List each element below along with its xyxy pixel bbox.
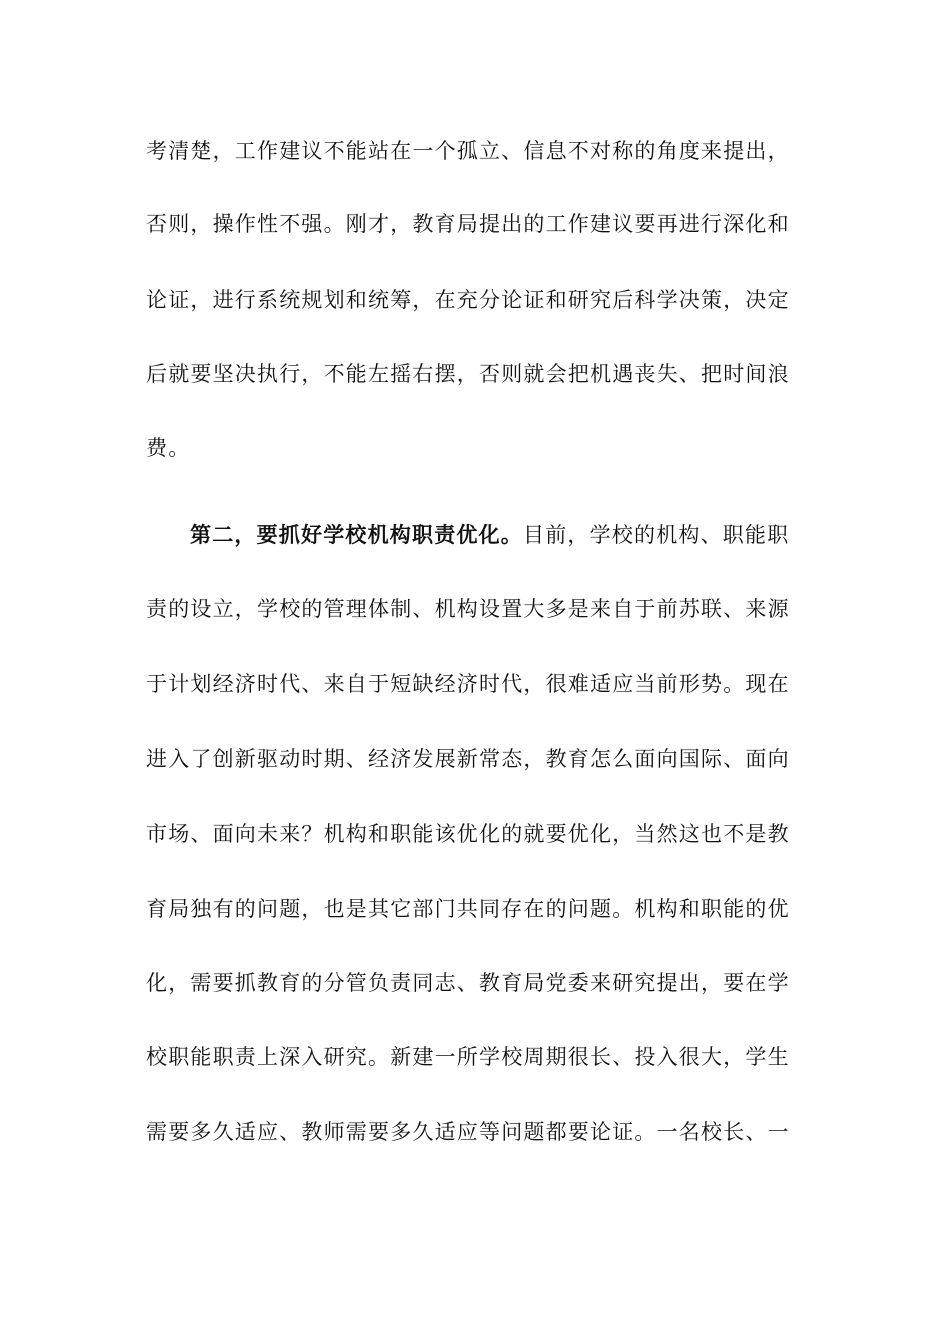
paragraph-2-line-8: 校职能职责上深入研究。新建一所学校周期很长、投入很大，学生 — [146, 1045, 790, 1069]
paragraph-1-line-4: 后就要坚决执行，不能左摇右摆，否则就会把机遇丧失、把时间浪 — [146, 362, 790, 386]
paragraph-1-line-2: 否则，操作性不强。刚才，教育局提出的工作建议要再进行深化和 — [146, 212, 790, 236]
paragraph-2-line-5: 市场、面向未来？机构和职能该优化的就要优化，当然这也不是教 — [146, 822, 790, 846]
paragraph-2-line-1-rest: 目前，学校的机构、职能职 — [523, 523, 790, 547]
paragraph-2-line-9: 需要多久适应、教师需要多久适应等问题都要论证。一名校长、一 — [146, 1120, 790, 1144]
paragraph-1-line-3: 论证，进行系统规划和统筹，在充分论证和研究后科学决策，决定 — [146, 288, 790, 312]
paragraph-1-line-1: 考清楚，工作建议不能站在一个孤立、信息不对称的角度来提出， — [146, 139, 790, 163]
paragraph-2-line-3: 于计划经济时代、来自于短缺经济时代，很难适应当前形势。现在 — [146, 672, 790, 696]
paragraph-2-line-6: 育局独有的问题，也是其它部门共同存在的问题。机构和职能的优 — [146, 897, 790, 921]
paragraph-2-heading: 第二，要抓好学校机构职责优化。 — [190, 522, 523, 547]
paragraph-2-line-1 — [190, 520, 789, 550]
paragraph-2-line-4: 进入了创新驱动时期、经济发展新常态，教育怎么面向国际、面向 — [146, 747, 790, 771]
paragraph-2-line-2: 责的设立，学校的管理体制、机构设置大多是来自于前苏联、来源 — [146, 597, 790, 621]
paragraph-1-line-5: 费。 — [146, 436, 191, 460]
paragraph-2-line-7: 化，需要抓教育的分管负责同志、教育局党委来研究提出，要在学 — [146, 971, 790, 995]
